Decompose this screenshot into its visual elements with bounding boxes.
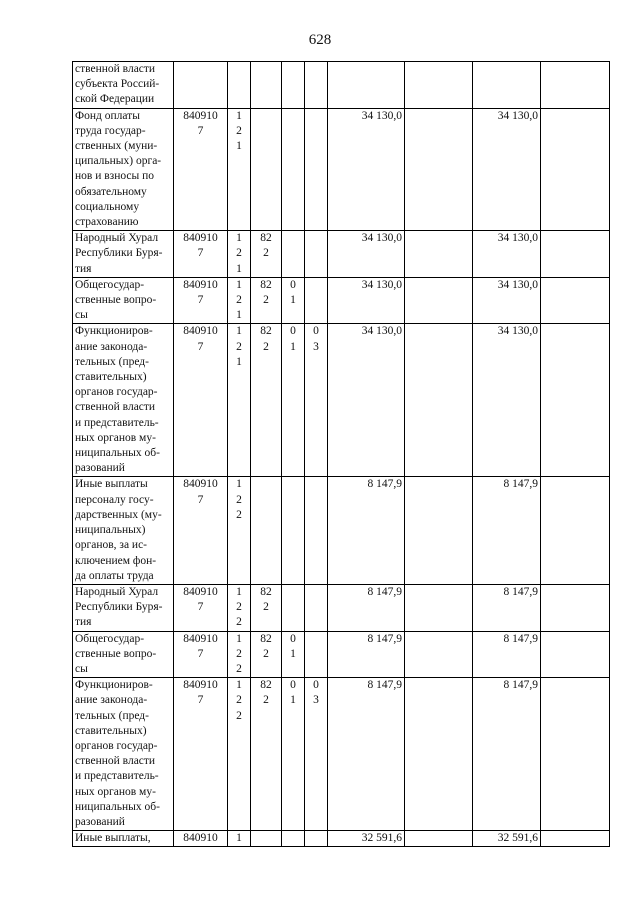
subsection-code xyxy=(305,584,328,631)
subsection-code xyxy=(305,631,328,678)
subsection-code xyxy=(305,277,328,324)
amount-4 xyxy=(541,584,610,631)
expense-type: 1 2 2 xyxy=(228,477,251,584)
amount-3: 8 147,9 xyxy=(473,584,541,631)
page-number: 628 xyxy=(308,32,332,48)
ministry-code xyxy=(251,477,282,584)
row-name: Фонд оплаты труда государ- ственных (муни- ципальных) орга- нов и взносы по обязательному социальному страхованию xyxy=(73,108,174,231)
budget-table xyxy=(72,61,610,847)
subsection-code xyxy=(305,831,328,847)
expense-type: 1 2 1 xyxy=(228,277,251,324)
table-row xyxy=(73,62,610,109)
amount-3: 32 591,6 xyxy=(473,831,541,847)
amount-2 xyxy=(405,477,473,584)
target-code: 840910 7 xyxy=(174,631,228,678)
section-code xyxy=(282,62,305,109)
amount-3: 34 130,0 xyxy=(473,324,541,477)
amount-1: 34 130,0 xyxy=(328,324,405,477)
amount-3: 8 147,9 xyxy=(473,477,541,584)
amount-2 xyxy=(405,62,473,109)
ministry-code xyxy=(251,62,282,109)
amount-2 xyxy=(405,277,473,324)
row-name: Общегосудар- ственные вопро- сы xyxy=(73,631,174,678)
subsection-code xyxy=(305,62,328,109)
table-row xyxy=(73,584,610,631)
section-code: 0 1 xyxy=(282,324,305,477)
ministry-code: 82 2 xyxy=(251,231,282,278)
section-code: 0 1 xyxy=(282,678,305,831)
amount-4 xyxy=(541,277,610,324)
target-code: 840910 xyxy=(174,831,228,847)
target-code: 840910 7 xyxy=(174,108,228,231)
amount-3: 34 130,0 xyxy=(473,231,541,278)
expense-type: 1 2 1 xyxy=(228,231,251,278)
ministry-code xyxy=(251,831,282,847)
amount-4 xyxy=(541,477,610,584)
amount-1: 8 147,9 xyxy=(328,631,405,678)
ministry-code xyxy=(251,108,282,231)
ministry-code: 82 2 xyxy=(251,277,282,324)
expense-type: 1 2 2 xyxy=(228,678,251,831)
subsection-code: 0 3 xyxy=(305,324,328,477)
amount-4 xyxy=(541,678,610,831)
section-code xyxy=(282,231,305,278)
row-name: Функциониров- ание законода- тельных (пред- ставительных) органов государ- ственной власти и представитель- ных органов му- ниципальных об- разований xyxy=(73,678,174,831)
section-code xyxy=(282,831,305,847)
row-name: Народный Хурал Республики Буря- тия xyxy=(73,584,174,631)
table-row xyxy=(73,678,610,831)
table-row xyxy=(73,108,610,231)
table-row xyxy=(73,477,610,584)
subsection-code xyxy=(305,108,328,231)
target-code: 840910 7 xyxy=(174,277,228,324)
expense-type: 1 2 1 xyxy=(228,108,251,231)
table-row xyxy=(73,277,610,324)
section-code xyxy=(282,584,305,631)
target-code: 840910 7 xyxy=(174,678,228,831)
amount-2 xyxy=(405,231,473,278)
amount-1: 34 130,0 xyxy=(328,108,405,231)
row-name: Народный Хурал Республики Буря- тия xyxy=(73,231,174,278)
amount-2 xyxy=(405,584,473,631)
amount-2 xyxy=(405,324,473,477)
amount-4 xyxy=(541,62,610,109)
amount-1: 34 130,0 xyxy=(328,231,405,278)
ministry-code: 82 2 xyxy=(251,678,282,831)
expense-type: 1 2 1 xyxy=(228,324,251,477)
row-name: Функциониров- ание законода- тельных (пред- ставительных) органов государ- ственной власти и представитель- ных органов му- ниципальных об- разований xyxy=(73,324,174,477)
ministry-code: 82 2 xyxy=(251,324,282,477)
amount-4 xyxy=(541,324,610,477)
section-code xyxy=(282,477,305,584)
section-code: 0 1 xyxy=(282,631,305,678)
amount-3: 34 130,0 xyxy=(473,108,541,231)
amount-1: 32 591,6 xyxy=(328,831,405,847)
amount-3: 8 147,9 xyxy=(473,678,541,831)
ministry-code: 82 2 xyxy=(251,584,282,631)
table-row xyxy=(73,631,610,678)
amount-4 xyxy=(541,631,610,678)
subsection-code xyxy=(305,231,328,278)
row-name: Иные выплаты персоналу госу- дарственных (му- ниципальных) органов, за ис- ключением фон- да оплаты труда xyxy=(73,477,174,584)
ministry-code: 82 2 xyxy=(251,631,282,678)
target-code: 840910 7 xyxy=(174,584,228,631)
row-name: ственной власти субъекта Россий- ской Федерации xyxy=(73,62,174,109)
table-row xyxy=(73,231,610,278)
section-code xyxy=(282,108,305,231)
amount-3 xyxy=(473,62,541,109)
amount-4 xyxy=(541,231,610,278)
section-code: 0 1 xyxy=(282,277,305,324)
amount-3: 34 130,0 xyxy=(473,277,541,324)
amount-1: 34 130,0 xyxy=(328,277,405,324)
amount-2 xyxy=(405,631,473,678)
expense-type: 1 2 2 xyxy=(228,584,251,631)
target-code: 840910 7 xyxy=(174,324,228,477)
amount-2 xyxy=(405,108,473,231)
amount-4 xyxy=(541,108,610,231)
row-name: Общегосудар- ственные вопро- сы xyxy=(73,277,174,324)
target-code xyxy=(174,62,228,109)
amount-2 xyxy=(405,678,473,831)
expense-type: 1 xyxy=(228,831,251,847)
amount-2 xyxy=(405,831,473,847)
subsection-code: 0 3 xyxy=(305,678,328,831)
table-row xyxy=(73,831,610,847)
amount-1 xyxy=(328,62,405,109)
amount-1: 8 147,9 xyxy=(328,678,405,831)
table-row xyxy=(73,324,610,477)
target-code: 840910 7 xyxy=(174,477,228,584)
amount-1: 8 147,9 xyxy=(328,477,405,584)
row-name: Иные выплаты, xyxy=(73,831,174,847)
target-code: 840910 7 xyxy=(174,231,228,278)
amount-4 xyxy=(541,831,610,847)
expense-type xyxy=(228,62,251,109)
amount-3: 8 147,9 xyxy=(473,631,541,678)
expense-type: 1 2 2 xyxy=(228,631,251,678)
amount-1: 8 147,9 xyxy=(328,584,405,631)
subsection-code xyxy=(305,477,328,584)
